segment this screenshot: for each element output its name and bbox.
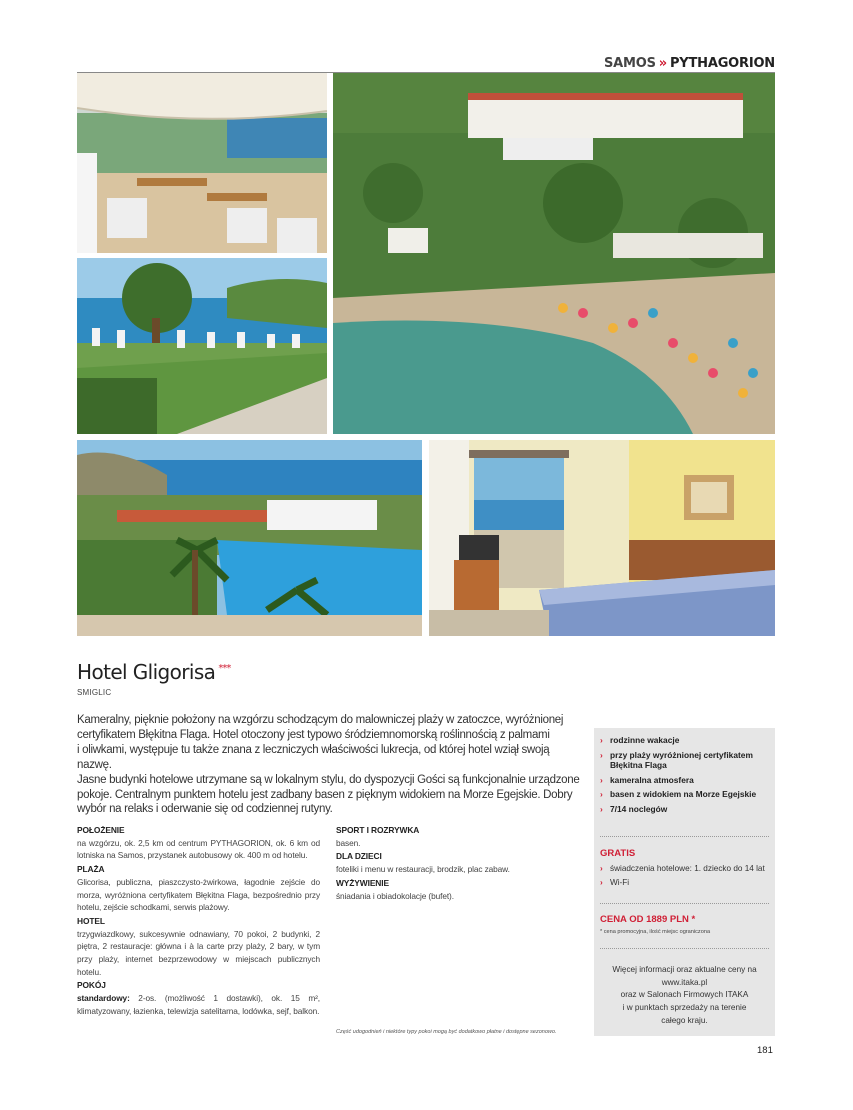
footnote: Część udogodnień i niektóre typy pokoi mogą być dodatkowo płatne i dostępne sezonowo. [336, 1029, 557, 1035]
hotel-stars: *** [218, 663, 231, 675]
details-left-column [77, 823, 320, 1018]
info-line: i w punktach sprzedaży na terenie [622, 1003, 747, 1013]
section-text-sport: basen. [336, 837, 361, 848]
breadcrumb-region: SAMOS [603, 56, 656, 71]
room-type-label: standardowy: [77, 993, 130, 1004]
section-text-hotel: trzygwiazdkowy, sukcesywnie odnawiany, 70 pokoi, 2 budynki, 2 piętra, 2 restauracje: główna i à la carte przy plaży, 2 bary, w tym przy plaży, internet bezprzewodowy w miejscach publicznych hotelu. [77, 928, 320, 977]
section-text-board: śniadania i obiadokolacje (bufet). [336, 890, 454, 901]
chevron-right-icon: › [600, 789, 603, 799]
website-link[interactable]: www.itaka.pl [661, 977, 708, 987]
chevron-right-icon: › [600, 774, 603, 785]
breadcrumb [560, 56, 775, 71]
gratis-list [600, 862, 772, 890]
photo-pool-view [77, 440, 422, 636]
sidebar-divider [600, 903, 769, 904]
hotel-title [77, 660, 230, 684]
hotel-name: Hotel Gligorisa [77, 660, 216, 684]
photo-hotel-room [429, 440, 775, 636]
section-text-beach: Glicorisa, publiczna, piaszczysto-żwirkowa, łagodnie zejście do morza, wyróżniona certyfikatem Błękitna Flaga, bezpośrednio przy hotelu, zejście schodkami, serwis plażowy. [77, 876, 320, 913]
section-heading-kids: DLA DZIECI [336, 851, 382, 862]
chevron-right-icon: › [600, 735, 603, 745]
intro-paragraph [77, 713, 582, 817]
breadcrumb-town: PYTHAGORION [669, 56, 775, 71]
room-description: 2-os. (możliwość 1 dostawki), ok. 15 m², klimatyzowany, łazienka, telewizja satelitarna, lodówka, sejf, balkon. [77, 993, 320, 1016]
intro-line: Kameralny, pięknie położony na wzgórzu schodzącym do malowniczej plaży w zatoczce, wyróżnionej [77, 714, 564, 726]
price-heading: CENA OD 1889 PLN * [600, 914, 696, 925]
intro-line: i oliwkami, występuje tu także znana z leczniczych właściwości lukrecja, od której hotel wziął swoją nazwę. [77, 743, 550, 771]
feature-list [600, 735, 772, 818]
feature-item: › rodzinne wakacje [600, 735, 680, 745]
section-heading-hotel: HOTEL [77, 915, 105, 926]
section-heading-sport: SPORT I ROZRYWKA [336, 825, 420, 835]
section-heading-location: POŁOŻENIE [77, 825, 125, 835]
intro-line: wybór na relaks i oderwanie się od codziennej rutyny. [77, 803, 333, 816]
section-heading-beach: PLAŻA [77, 864, 105, 875]
contact-info [600, 964, 769, 1028]
feature-item: › przy plaży wyróżnionej certyfikatem Błękitna Flaga [600, 749, 753, 770]
info-line: oraz w Salonach Firmowych ITAKA [620, 990, 749, 1000]
sidebar-divider [600, 948, 769, 949]
chevron-right-icon: › [600, 749, 603, 760]
photo-restaurant-terrace [77, 73, 327, 253]
details-right-column [336, 823, 581, 902]
photo-seaside-garden [77, 258, 327, 434]
feature-item: › 7/14 noclegów [600, 803, 668, 814]
section-heading-room: POKÓJ [77, 980, 106, 991]
chevron-right-icon: › [600, 878, 603, 887]
photo-aerial-beach [333, 73, 775, 434]
intro-line: Jasne budynki hotelowe utrzymane są w lokalnym stylu, do dyspozycji Gości są funkcjonalnie urządzone [77, 773, 580, 786]
section-text-kids: foteliki i menu w restauracji, brodzik, plac zabaw. [336, 864, 510, 875]
hotel-location: SMIGLIC [77, 688, 112, 697]
section-heading-board: WYŻYWIENIE [336, 877, 389, 888]
info-line: Więcej informacji oraz aktualne ceny na [612, 965, 757, 974]
feature-item: › kameralna atmosfera [600, 774, 694, 785]
chevron-right-icon: › [600, 864, 603, 873]
sidebar-divider [600, 836, 769, 837]
price-note: * cena promocyjna, ilość miejsc ograniczona [600, 929, 711, 935]
section-text-location: na wzgórzu, ok. 2,5 km od centrum PYTHAGORION, ok. 6 km od lotniska na Samos, przystanek autobusowy ok. 400 m od hotelu. [77, 837, 320, 861]
chevron-right-icon: › [600, 803, 603, 814]
gratis-item: › świadczenia hotelowe: 1. dziecko do 14 lat [600, 862, 772, 876]
feature-item: › basen z widokiem na Morze Egejskie [600, 789, 757, 799]
info-line: całego kraju. [661, 1015, 708, 1025]
page-number: 181 [757, 1045, 773, 1056]
gratis-item: › Wi-Fi [600, 876, 772, 890]
intro-line: certyfikatem Błękitna Flaga. Hotel otoczony jest typowo śródziemnomorską roślinnością z palmami [77, 728, 550, 741]
breadcrumb-separator: » [658, 56, 667, 71]
section-text-room [77, 992, 320, 1017]
intro-line: pokoje. Centralnym punktem hotelu jest zadbany basen z pięknym widokiem na Morze Egejskie. Dobry [77, 788, 573, 801]
gratis-heading: GRATIS [600, 848, 636, 859]
